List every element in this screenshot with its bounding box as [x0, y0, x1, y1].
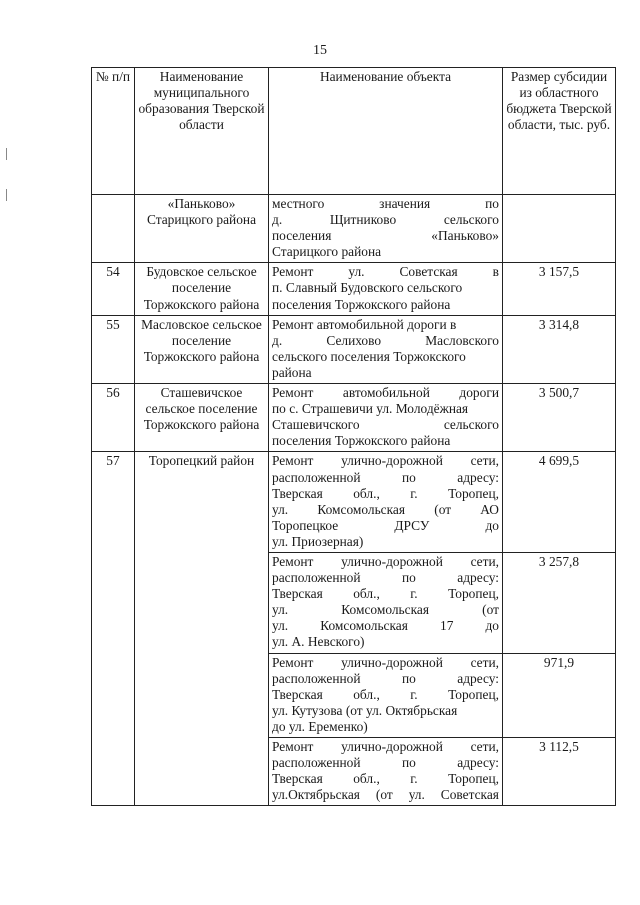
- object-line: [272, 365, 499, 381]
- object-line: [272, 787, 499, 803]
- object-word: расположенной: [272, 670, 361, 686]
- row-subsidy: 971,9: [503, 653, 616, 737]
- object-word: сельского: [443, 417, 499, 433]
- object-line: [272, 317, 499, 333]
- object-line: [272, 417, 499, 433]
- object-word: ул.: [272, 618, 289, 634]
- object-word: расположенной: [272, 755, 361, 771]
- object-word: г.: [410, 485, 418, 501]
- object-word: ул.Октябрьская: [272, 787, 360, 803]
- object-word: Тверская: [272, 586, 323, 602]
- row-subsidy: 3 257,8: [503, 552, 616, 653]
- object-word: сети,: [470, 453, 499, 469]
- object-word: по: [401, 469, 416, 485]
- object-word: г.: [410, 586, 418, 602]
- row-municipality: Будовское сельское поселение Торжокского района: [135, 263, 269, 315]
- object-word: д.: [272, 212, 283, 228]
- row-object: [269, 738, 503, 806]
- object-line: [272, 280, 499, 296]
- object-word: п. Славный Будовского сельского: [272, 280, 463, 296]
- object-line: [272, 719, 499, 735]
- object-word: Старицкого района: [272, 244, 382, 260]
- row-subsidy: 3 112,5: [503, 738, 616, 806]
- object-word: Сташевичского: [272, 417, 360, 433]
- object-line: [272, 534, 499, 550]
- object-word: ДРСУ: [394, 517, 430, 533]
- object-word: (от: [375, 787, 393, 803]
- object-line: [272, 297, 499, 313]
- object-word: ул.: [348, 264, 365, 280]
- object-word: (от: [482, 602, 499, 618]
- object-word: сельского поселения Торжокского: [272, 348, 466, 364]
- object-word: поселения Торжокского района: [272, 433, 451, 449]
- object-line: [272, 196, 499, 212]
- object-line: [272, 333, 499, 349]
- header-num: № п/п: [92, 68, 135, 195]
- object-word: поселения: [272, 228, 332, 244]
- object-word: Тверская: [272, 485, 323, 501]
- object-word: Торопецкое: [272, 517, 339, 533]
- object-line: [272, 634, 499, 650]
- scan-margin-mark: [6, 189, 7, 201]
- object-line: [272, 618, 499, 634]
- object-word: Торопец,: [448, 771, 499, 787]
- object-line: [272, 244, 499, 260]
- object-word: Щитниково: [329, 212, 397, 228]
- object-line: [272, 212, 499, 228]
- row-municipality: Торопецкий район: [135, 452, 269, 806]
- row-municipality: «Паньково» Старицкого района: [135, 195, 269, 263]
- object-word: по: [401, 570, 416, 586]
- table-row: [92, 195, 616, 263]
- object-word: Ремонт: [272, 654, 314, 670]
- object-line: [272, 228, 499, 244]
- object-word: поселения Торжокского района: [272, 296, 451, 312]
- object-word: адресу:: [457, 670, 499, 686]
- object-line: [272, 264, 499, 280]
- table-row: [92, 452, 616, 553]
- row-subsidy: 3 157,5: [503, 263, 616, 315]
- object-word: Ремонт автомобильной дороги в: [272, 316, 457, 332]
- row-subsidy: 3 314,8: [503, 315, 616, 383]
- object-word: по: [485, 196, 499, 211]
- object-word: АО: [480, 501, 499, 517]
- table-header-row: [92, 68, 616, 195]
- object-line: [272, 486, 499, 502]
- row-object: [269, 552, 503, 653]
- header-object: Наименование объекта: [269, 68, 503, 195]
- row-object: [269, 195, 503, 263]
- object-line: [272, 570, 499, 586]
- object-word: местного: [272, 196, 325, 211]
- row-object: [269, 653, 503, 737]
- row-number: [92, 195, 135, 263]
- object-word: сети,: [470, 654, 499, 670]
- object-word: Ремонт: [272, 453, 314, 469]
- object-line: [272, 687, 499, 703]
- object-word: «Паньково»: [431, 228, 499, 244]
- object-word: обл.,: [353, 586, 380, 602]
- object-word: района: [272, 364, 312, 380]
- object-word: ул. А. Невского): [272, 634, 365, 650]
- object-word: по с. Страшевичи ул. Молодёжная: [272, 401, 469, 417]
- object-line: [272, 586, 499, 602]
- object-word: 17: [440, 618, 454, 634]
- object-word: Советская: [440, 787, 499, 803]
- object-word: расположенной: [272, 469, 361, 485]
- page-number: 15: [313, 43, 327, 58]
- object-line: [272, 771, 499, 787]
- object-word: значения: [379, 196, 431, 211]
- object-line: [272, 671, 499, 687]
- row-object: [269, 315, 503, 383]
- object-line: [272, 518, 499, 534]
- header-subsidy: Размер субсидии из областного бюджета Тверской области, тыс. руб.: [503, 68, 616, 195]
- object-word: адресу:: [457, 755, 499, 771]
- row-subsidy: 3 500,7: [503, 384, 616, 452]
- table-row: [92, 315, 616, 383]
- object-word: Тверская: [272, 771, 323, 787]
- object-line: [272, 453, 499, 469]
- object-word: до: [485, 517, 499, 533]
- object-word: улично-дорожной: [341, 453, 443, 469]
- row-subsidy: 4 699,5: [503, 452, 616, 553]
- table-row: [92, 263, 616, 315]
- object-word: обл.,: [353, 686, 380, 702]
- object-line: [272, 433, 499, 449]
- scan-margin-mark: [6, 148, 7, 160]
- object-word: до ул. Еременко): [272, 718, 368, 734]
- object-word: Торопец,: [448, 586, 499, 602]
- row-number: 56: [92, 384, 135, 452]
- object-word: сети,: [470, 553, 499, 569]
- row-number: 55: [92, 315, 135, 383]
- object-word: адресу:: [457, 570, 499, 586]
- row-number: 54: [92, 263, 135, 315]
- object-line: [272, 502, 499, 518]
- object-word: (от: [434, 501, 452, 517]
- object-word: Ремонт: [272, 739, 314, 754]
- object-word: сельского: [443, 212, 499, 228]
- row-number: 57: [92, 452, 135, 806]
- row-municipality: Масловское сельское поселение Торжокского района: [135, 315, 269, 383]
- object-word: ул. Кутузова (от ул. Октябрьская: [272, 702, 458, 718]
- object-word: до: [485, 618, 499, 634]
- object-word: автомобильной: [342, 385, 430, 401]
- object-word: улично-дорожной: [341, 739, 443, 754]
- object-word: Комсомольская: [320, 618, 408, 634]
- row-object: [269, 384, 503, 452]
- object-word: обл.,: [353, 485, 380, 501]
- row-subsidy: [503, 195, 616, 263]
- object-word: сети,: [470, 739, 499, 754]
- object-word: адресу:: [457, 469, 499, 485]
- header-municipality: Наименование муниципального образования Тверской области: [135, 68, 269, 195]
- object-line: [272, 385, 499, 401]
- object-word: Масловского: [425, 332, 499, 348]
- object-word: ул.: [272, 602, 289, 618]
- object-word: Селихово: [326, 332, 382, 348]
- object-line: [272, 470, 499, 486]
- object-line: [272, 602, 499, 618]
- object-word: Комсомольская: [341, 602, 429, 618]
- object-word: обл.,: [353, 771, 380, 787]
- object-line: [272, 554, 499, 570]
- object-word: улично-дорожной: [341, 654, 443, 670]
- row-object: [269, 452, 503, 553]
- object-word: Торопец,: [448, 686, 499, 702]
- object-word: улично-дорожной: [341, 553, 443, 569]
- object-word: ул.: [272, 501, 289, 517]
- object-word: Торопец,: [448, 485, 499, 501]
- object-line: [272, 655, 499, 671]
- object-word: по: [401, 755, 416, 771]
- row-municipality: Сташевичское сельское поселение Торжокского района: [135, 384, 269, 452]
- object-word: Комсомольская: [317, 501, 406, 517]
- object-line: [272, 739, 499, 755]
- object-line: [272, 755, 499, 771]
- object-word: в: [492, 264, 499, 280]
- object-word: Ремонт: [272, 553, 314, 569]
- object-word: Тверская: [272, 686, 323, 702]
- object-word: дороги: [459, 385, 499, 401]
- object-word: по: [401, 670, 416, 686]
- object-word: д.: [272, 332, 283, 348]
- object-word: г.: [410, 686, 418, 702]
- subsidy-table: [91, 67, 616, 806]
- object-line: [272, 703, 499, 719]
- row-object: [269, 263, 503, 315]
- object-word: ул.: [408, 787, 425, 803]
- object-word: ул. Приозерная): [272, 533, 364, 549]
- object-line: [272, 349, 499, 365]
- object-word: Ремонт: [272, 264, 314, 280]
- object-word: г.: [410, 771, 418, 787]
- object-word: Советская: [399, 264, 458, 280]
- object-word: расположенной: [272, 570, 361, 586]
- table-row: [92, 384, 616, 452]
- object-word: Ремонт: [272, 385, 314, 401]
- object-line: [272, 401, 499, 417]
